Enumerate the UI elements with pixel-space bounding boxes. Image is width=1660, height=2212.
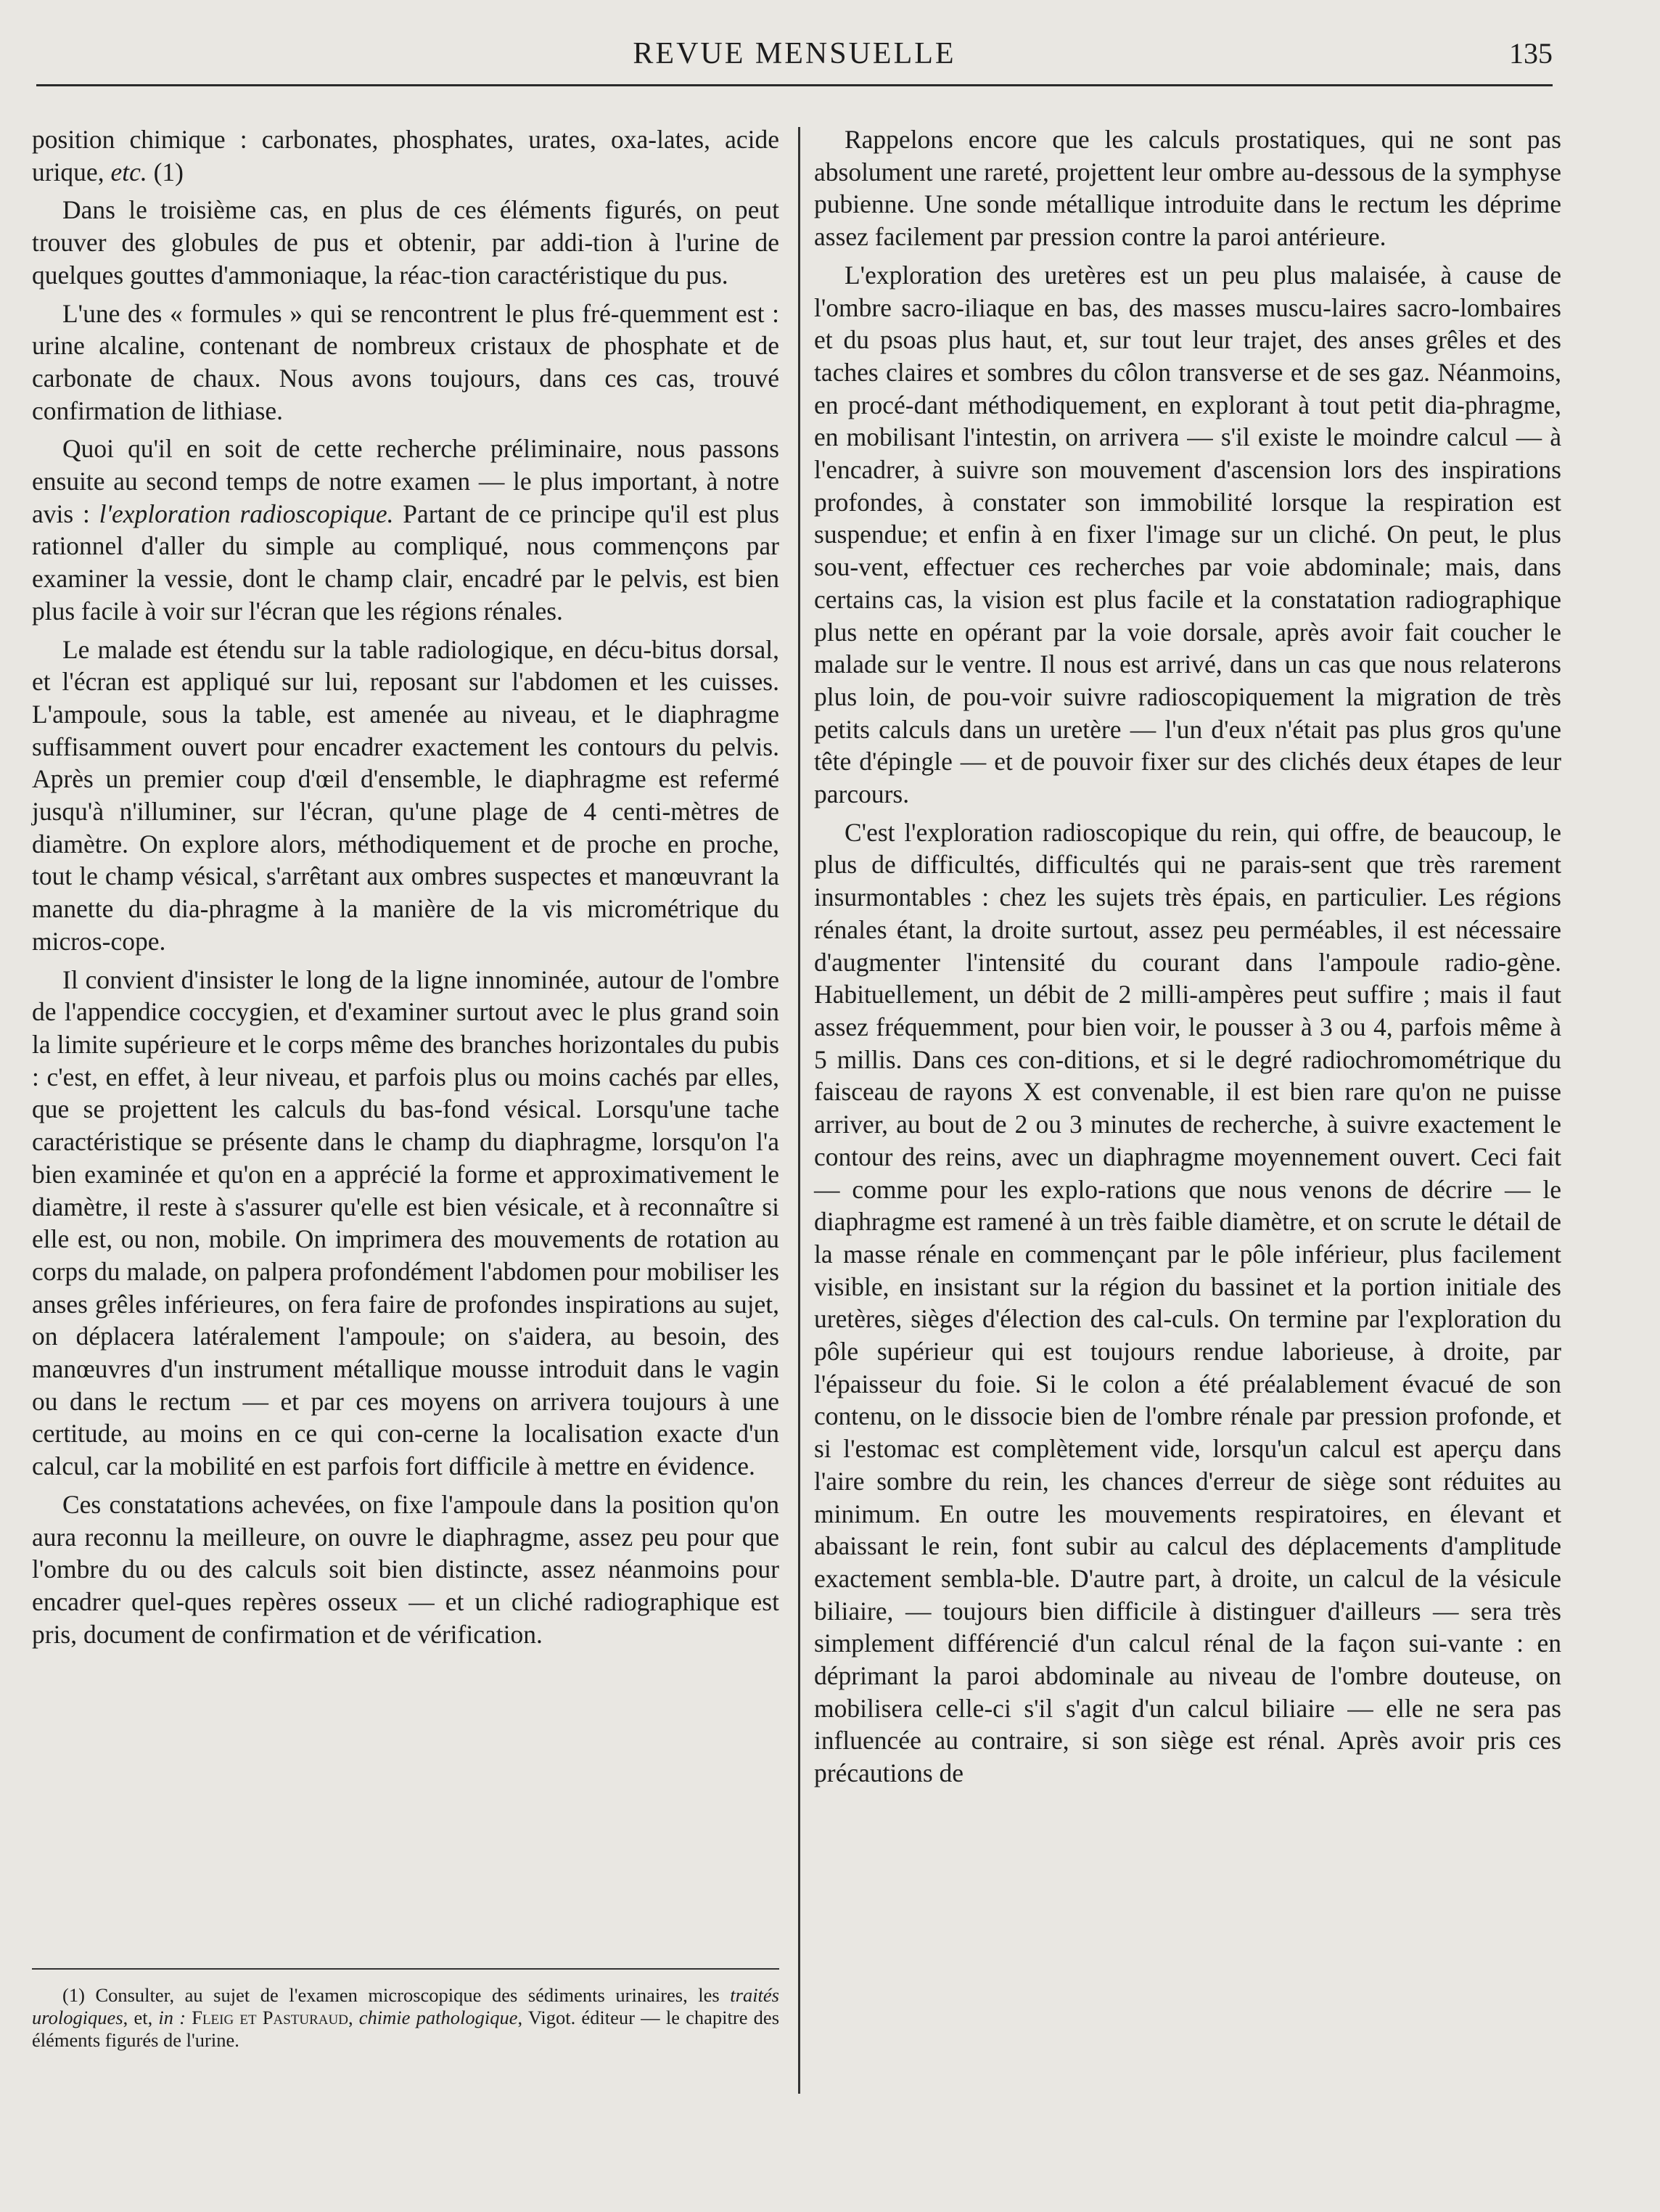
emphasis-text: in : xyxy=(158,2007,186,2028)
paragraph: C'est l'exploration radioscopique du rein, qui offre, de beaucoup, le plus de difficultés, difficultés qui ne parais-sent que très rarement insurmontables : chez les sujets très épais, en particulier. Les régions rénales étant, la droite surtout, assez peu perméables, il est nécessaire d'augmenter l'intensité du courant dans l'ampoule radio-gène. Habituellement, un débit de 2 milli-ampères peut suffire ; mais il faut assez fréquemment, pour bien voir, le pousser à 3 ou 4, parfois même à 5 millis. Dans ces con-ditions, et si le degré radiochromométrique du faisceau de rayons X est convenable, il est bien rare qu'on ne puisse arriver, au bout de 2 ou 3 minutes de recherche, à suivre exactement le contour des reins, avec un diaphragme moyennement ouvert. Ceci fait — comme pour les explo-rations que nous venons de décrire — le diaphragme est ramené à un très faible diamètre, et on scrute le détail de la masse rénale en commençant par le pôle inférieur, plus facilement visible, en insistant sur la région du bassinet et la portion initiale des uretères, sièges d'élection des cal-culs. On termine par l'exploration du pôle supérieur qui est toujours rendue laborieuse, à droite, par l'épaisseur du foie. Si le colon a été préalablement évacué de son contenu, on le dissocie bien de l'ombre rénale par pression profonde, et si l'estomac est complètement vide, lorsqu'un calcul est aperçu dans l'aire sombre du rein, les chances d'erreur de siège sont réduites au minimum. En outre les mouvements respiratoires, en élevant et abaissant le rein, font subir au calcul des déplacements d'amplitude exactement sembla-ble. D'autre part, à droite, un calcul de la vésicule biliaire, — toujours bien difficile à distinguer d'ailleurs — sera très simplement différencié d'un calcul rénal de la façon sui-vante : en déprimant la paroi abdominale au niveau de l'ombre douteuse, on mobilisera celle-ci s'il s'agit d'un calcul biliaire — elle ne sera pas influencée au contraire, si son siège est rénal. Après avoir pris ces précautions de xyxy=(814,817,1561,1788)
paragraph-text: position chimique : carbonates, phosphates, urates, oxa-lates, acide urique, xyxy=(32,125,779,187)
paragraph-text: Partant de ce principe qu'il est plus rationnel d'aller du simple au compliqué, nous commençons par examiner la vessie, dont le champ clair, encadré par le pelvis, est bien plus facile à voir sur l'écran que les régions rénales. xyxy=(32,499,779,626)
footnote-text: , xyxy=(348,2007,359,2028)
emphasis-text: etc. xyxy=(110,157,147,187)
paragraph: L'une des « formules » qui se rencontrent le plus fré-quemment est : urine alcaline, contenant de nombreux cristaux de phosphate et de carbonate de chaux. Nous avons toujours, dans ces cas, trouvé confirmation de lithiase. xyxy=(32,298,779,425)
paragraph: Rappelons encore que les calculs prostatiques, qui ne sont pas absolument une rareté, projettent leur ombre au-dessous de la symphyse pubienne. Une sonde métallique introduite dans le rectum les déprime assez facilement par pression contre la paroi antérieure. xyxy=(814,125,1561,252)
emphasis-text: l'exploration radioscopique. xyxy=(99,499,394,528)
paragraph: Il convient d'insister le long de la ligne innominée, autour de l'ombre de l'appendice coccygien, et d'examiner surtout avec le plus grand soin la limite supérieure et le corps même des branches horizontales du pubis : c'est, en effet, à leur niveau, et parfois plus ou moins cachés par elles, que se projettent les calculs du bas-fond vésical. Lorsqu'une tache caractéristique se présente dans le champ du diaphragme, lorsqu'on l'a bien examinée et qu'on en a apprécié la forme et approximativement le diamètre, il reste à s'assurer qu'elle est bien vésicale, et à reconnaître si elle est, ou non, mobile. On imprimera des mouvements de rotation au corps du malade, on palpera profondément l'abdomen pour mobiliser les anses grêles inférieures, on fera faire de profondes inspirations au sujet, on déplacera latéralement l'ampoule; on s'aidera, au besoin, des manœuvres d'un instrument métallique mousse introduit dans le vagin ou dans le rectum — et par ces moyens on arrivera toujours à une certitude, au moins en ce qui con-cerne la localisation exacte d'un calcul, car la mobilité en est parfois fort difficile à mettre en évidence. xyxy=(32,964,779,1481)
footnote xyxy=(32,1984,779,2052)
paragraph-text: Quoi qu'il en soit de cette recherche préliminaire, nous passons ensuite au second temps de notre examen — le plus important, à notre avis : xyxy=(32,434,779,528)
footnote-text: , et, xyxy=(123,2007,159,2028)
footnote-text xyxy=(186,2007,192,2028)
paragraph xyxy=(32,433,779,627)
page-number: 135 xyxy=(1509,37,1553,70)
footnote-text: , Vigot. éditeur — le chapitre des éléments figurés de l'urine. xyxy=(32,2007,780,2051)
emphasis-text: traités urologiques xyxy=(32,1984,779,2028)
paragraph: Dans le troisième cas, en plus de ces éléments figurés, on peut trouver des globules de pus et obtenir, par addi-tion à l'urine de quelques gouttes d'ammoniaque, la réac-tion caractéristique du pus. xyxy=(32,195,779,290)
footnote-text: (1) Consulter, au sujet de l'examen microscopique des sédiments urinaires, les xyxy=(62,1984,731,2006)
paragraph: Le malade est étendu sur la table radiologique, en décu-bitus dorsal, et l'écran est appliqué sur lui, reposant sur l'abdomen et les cuisses. L'ampoule, sous la table, est amenée au niveau, et le diaphragme suffisamment ouvert pour encadrer exactement les contours du pelvis. Après un premier coup d'œil d'ensemble, le diaphragme est refermé jusqu'à n'illuminer, sur l'écran, qu'une plage de 4 centi-mètres de diamètre. On explore alors, méthodiquement et de proche en proche, tout le champ vésical, s'arrêtant aux ombres suspectes et manœuvrant la manette du dia-phragme à la manière de la vis micrométrique du micros-cope. xyxy=(32,634,779,956)
running-title: REVUE MENSUELLE xyxy=(633,37,956,70)
paragraph: Ces constatations achevées, on fixe l'ampoule dans la position qu'on aura reconnu la meilleure, on ouvre le diaphragme, assez peu pour que l'ombre du ou des calculs soit bien distincte, assez néanmoins pour encadrer quel-ques repères osseux — et un cliché radiographique est pris, document de confirmation et de vérification. xyxy=(32,1489,779,1649)
author-names: Fleig et Pasturaud xyxy=(192,2007,348,2028)
paragraph: L'exploration des uretères est un peu plus malaisée, à cause de l'ombre sacro-iliaque en bas, des masses muscu-laires sacro-lombaires et du psoas plus haut, et, sur tout leur trajet, des anses grêles et des taches claires et sombres du côlon transverse et de ses gaz. Néanmoins, en procé-dant méthodiquement, en explorant à tout petit dia-phragme, en mobilisant l'intestin, on arrivera — s'il existe le moindre calcul — à l'encadrer, à suivre son mouvement d'ascension lors des inspirations profondes, à constater son immobilité lorsque la respiration est suspendue; et enfin à en fixer l'image sur un cliché. On peut, le plus sou-vent, effectuer ces recherches par voie abdominale; mais, dans certains cas, la vision est plus facile et la constatation radiographique plus nette en opérant par la voie dorsale, après avoir fait coucher le malade sur le ventre. Il nous est arrivé, dans un cas que nous relaterons plus loin, de pou-voir suivre radioscopiquement la migration de très petits calculs dans un uretère — l'un d'eux n'était pas plus gros qu'une tête d'épingle — et de pouvoir fixer sur des clichés deux étapes de leur parcours. xyxy=(814,260,1561,809)
footnote-reference: (1) xyxy=(147,157,184,187)
right-column xyxy=(814,123,1561,1790)
left-column xyxy=(32,123,779,1650)
footnote-rule xyxy=(32,1968,779,1970)
header-rule xyxy=(36,84,1553,86)
paragraph xyxy=(32,123,779,188)
page-header xyxy=(36,32,1553,75)
column-divider xyxy=(798,127,800,2094)
emphasis-text: chimie pathologique xyxy=(358,2007,518,2028)
